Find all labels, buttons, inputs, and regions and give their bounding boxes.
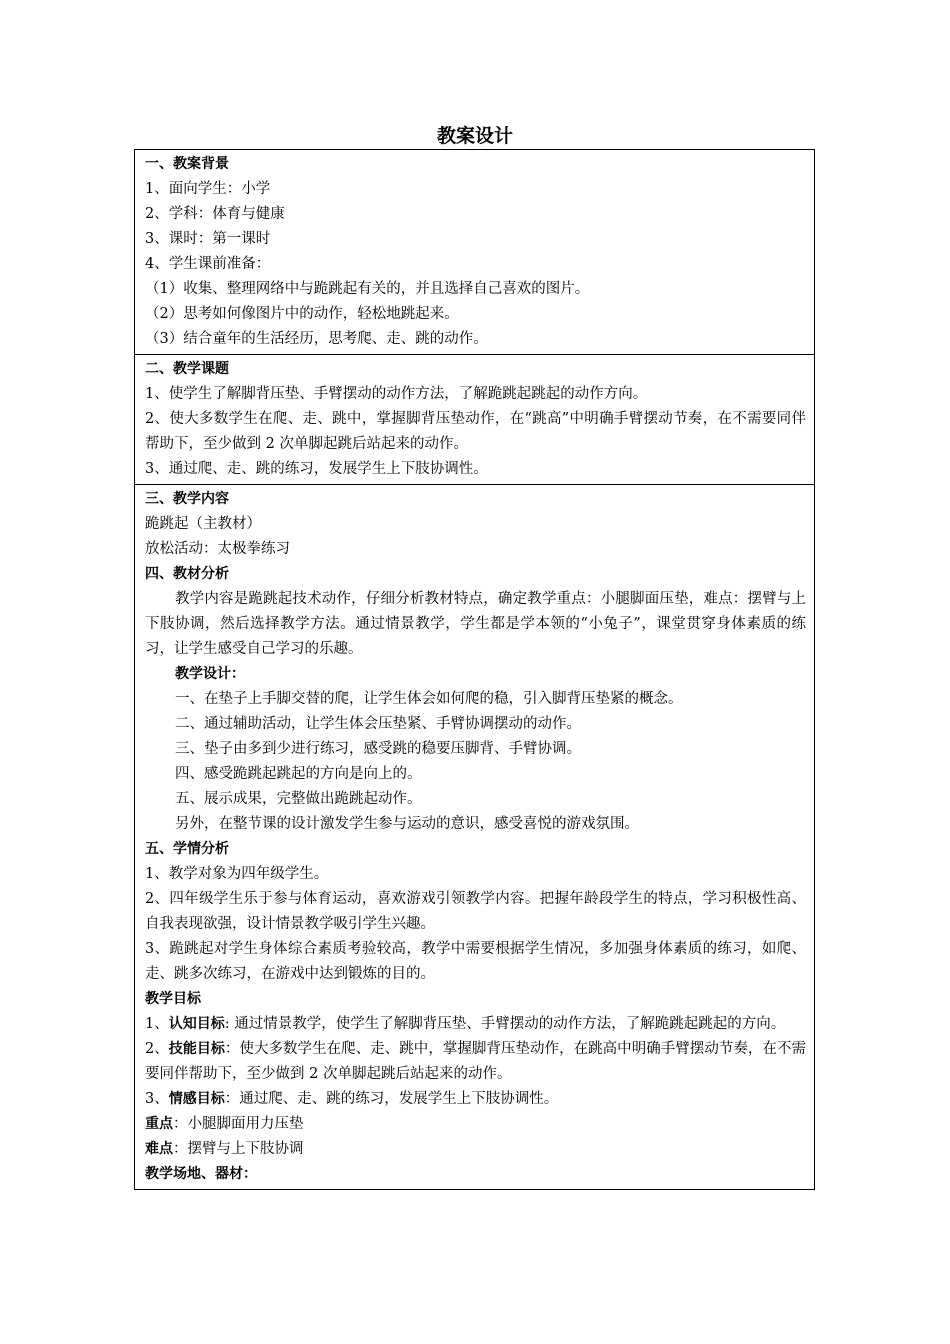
key-point-label: 重点 [145, 1116, 173, 1132]
text-line: 4、学生课前准备： [145, 256, 271, 272]
section-heading: 四、教材分析 [145, 566, 229, 582]
goal-item [145, 1087, 806, 1112]
goal-label: 认知目标 [168, 1016, 225, 1032]
text-line: 跪跳起（主教材） [145, 516, 261, 532]
difficulty-point [145, 1137, 806, 1162]
goal-prefix: 3、 [145, 1091, 169, 1107]
section-topic [135, 354, 814, 484]
section-background [135, 150, 814, 354]
text-paragraph: 3、通过爬、走、跳的练习，发展学生上下肢协调性。 [145, 461, 488, 477]
section-heading: 教学目标 [145, 991, 201, 1007]
goal-prefix: 1、 [145, 1016, 169, 1032]
text-line: 放松活动：太极拳练习 [145, 541, 290, 557]
venue-equipment: 教学场地、器材： [145, 1166, 257, 1182]
list-item: 四、感受跪跳起跳起的方向是向上的。 [175, 766, 422, 782]
list-item: 二、通过辅助活动，让学生体会压垫紧、手臂协调摆动的动作。 [175, 716, 581, 732]
text-paragraph: 2、四年级学生乐于参与体育运动，喜欢游戏引领教学内容。把握年龄段学生的特点，学习积极性高、自我表现欲强，设计情景教学吸引学生兴趣。 [145, 891, 806, 932]
section-heading: 二、教学课题 [145, 361, 229, 377]
text-paragraph: 2、使大多数学生在爬、走、跳中，掌握脚背压垫动作，在“跳高”中明确手臂摆动节奏，在不需要同伴帮助下，至少做到 2 次单脚起跳后站起来的动作。 [145, 411, 806, 452]
text-paragraph: 3、跪跳起对学生身体综合素质考验较高，教学中需要根据学生情况，多加强身体素质的练习，如爬、走、跳多次练习，在游戏中达到锻炼的目的。 [145, 941, 806, 982]
text-paragraph: 1、使学生了解脚背压垫、手臂摆动的动作方法，了解跪跳起跳起的动作方向。 [145, 386, 648, 402]
text-line: 1、面向学生：小学 [145, 181, 271, 197]
goal-text: ：使大多数学生在爬、走、跳中，掌握脚背压垫动作，在跳高中明确手臂摆动节奏，在不需要同伴帮助下，至少做到 2 次单脚起跳后站起来的动作。 [145, 1041, 807, 1082]
key-point [145, 1112, 806, 1137]
lesson-plan-table [134, 149, 815, 1190]
text-line: （3）结合童年的生活经历，思考爬、走、跳的动作。 [145, 331, 488, 347]
text-paragraph: 教学内容是跪跳起技术动作，仔细分析教材特点，确定教学重点：小腿脚面压垫，难点：摆臂与上下肢协调，然后选择教学方法。通过情景教学，学生都是学本领的“小兔子”，课堂贯穿身体素质的练习，让学生感受自己学习的乐趣。 [145, 591, 806, 657]
goal-prefix: 2、 [145, 1041, 169, 1057]
difficulty-text: ：摆臂与上下肢协调 [173, 1141, 304, 1157]
text-paragraph: 1、教学对象为四年级学生。 [145, 866, 329, 882]
subheading: 教学设计： [175, 666, 245, 682]
section-heading: 三、教学内容 [145, 491, 229, 507]
text-line: （2）思考如何像图片中的动作，轻松地跳起来。 [145, 306, 459, 322]
list-item: 一、在垫子上手脚交替的爬，让学生体会如何爬的稳，引入脚背压垫紧的概念。 [175, 691, 683, 707]
goal-text: : 通过情景教学，使学生了解脚背压垫、手臂摆动的动作方法，了解跪跳起跳起的方向。 [224, 1016, 786, 1032]
list-item: 另外，在整节课的设计激发学生参与运动的意识，感受喜悦的游戏氛围。 [175, 816, 639, 832]
goal-label: 技能目标 [168, 1041, 225, 1057]
list-item: 五、展示成果，完整做出跪跳起动作。 [175, 791, 422, 807]
section-heading: 五、学情分析 [145, 841, 229, 857]
goal-label: 情感目标 [168, 1091, 225, 1107]
goal-item [145, 1037, 806, 1087]
section-content [135, 484, 814, 1189]
text-line: 3、课时：第一课时 [145, 231, 271, 247]
key-point-text: ：小腿脚面用力压垫 [173, 1116, 304, 1132]
difficulty-label: 难点 [145, 1141, 173, 1157]
page-title: 教案设计 [436, 125, 513, 147]
section-heading: 一、教案背景 [145, 156, 229, 172]
goal-text: ：通过爬、走、跳的练习，发展学生上下肢协调性。 [224, 1091, 559, 1107]
text-line: （1）收集、整理网络中与跪跳起有关的，并且选择自己喜欢的图片。 [145, 281, 590, 297]
list-item: 三、垫子由多到少进行练习，感受跳的稳要压脚背、手臂协调。 [175, 741, 581, 757]
text-line: 2、学科：体育与健康 [145, 206, 285, 222]
goal-item [145, 1012, 806, 1037]
